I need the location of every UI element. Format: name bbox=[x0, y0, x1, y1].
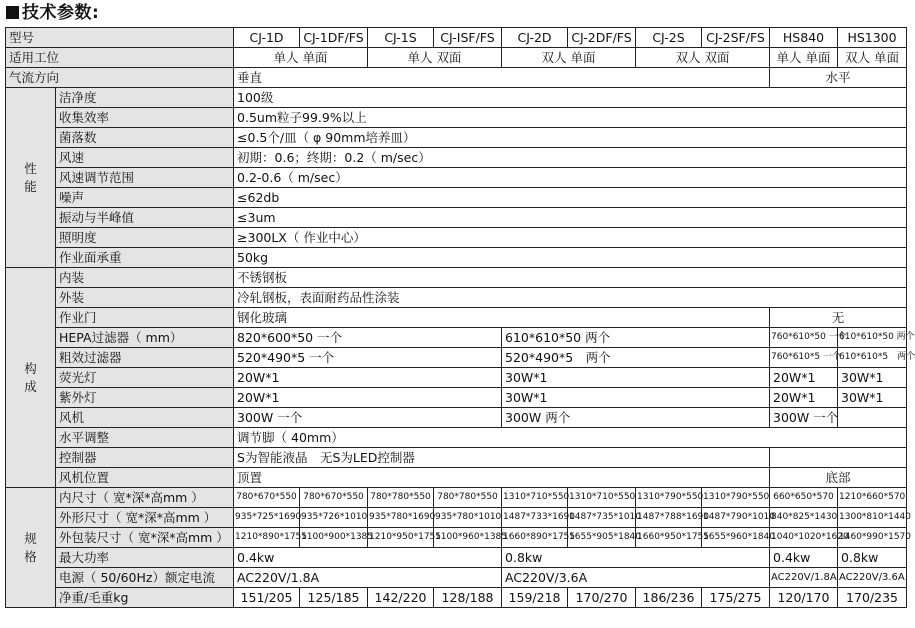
value-cell: 0.2-0.6（ m/sec） bbox=[234, 168, 907, 188]
value-cell: 20W*1 bbox=[234, 368, 502, 388]
value-cell: 1210*660*570 bbox=[838, 488, 907, 508]
row-label: 净重/毛重kg bbox=[56, 588, 234, 608]
value-cell: 1310*710*550 bbox=[568, 488, 636, 508]
value-cell: 660*650*570 bbox=[770, 488, 838, 508]
section-label-specs: 规格 bbox=[6, 488, 56, 608]
value-cell: 760*610*50 一个 bbox=[770, 328, 838, 348]
value-cell: 159/218 bbox=[502, 588, 568, 608]
value-cell: 双人 单面 bbox=[502, 48, 636, 68]
value-cell: 120/170 bbox=[770, 588, 838, 608]
perf-row bbox=[6, 128, 907, 148]
perf-row bbox=[6, 148, 907, 168]
value-cell: 无 bbox=[770, 308, 907, 328]
value-cell: 调节脚（ 40mm） bbox=[234, 428, 907, 448]
construction-row bbox=[6, 348, 907, 368]
value-cell: 单人 双面 bbox=[368, 48, 502, 68]
row-label: 作业门 bbox=[56, 308, 234, 328]
value-cell: 双人 双面 bbox=[636, 48, 770, 68]
row-label: 收集效率 bbox=[56, 108, 234, 128]
model-cell: CJ-1S bbox=[368, 28, 434, 48]
spec-row bbox=[6, 508, 907, 528]
value-cell: 935*726*1010 bbox=[300, 508, 368, 528]
value-cell: 底部 bbox=[770, 468, 907, 488]
value-cell bbox=[838, 408, 907, 428]
row-label: 电源（ 50/60Hz）额定电流 bbox=[56, 568, 234, 588]
row-label: 照明度 bbox=[56, 228, 234, 248]
value-cell: 0.4kw bbox=[234, 548, 502, 568]
row-label: 紫外灯 bbox=[56, 388, 234, 408]
value-cell: 780*670*550 bbox=[300, 488, 368, 508]
value-cell: 0.8kw bbox=[838, 548, 907, 568]
perf-row bbox=[6, 208, 907, 228]
value-cell: ≤62db bbox=[234, 188, 907, 208]
value-cell: 151/205 bbox=[234, 588, 300, 608]
row-label: 风机位置 bbox=[56, 468, 234, 488]
row-label: 噪声 bbox=[56, 188, 234, 208]
value-cell: 142/220 bbox=[368, 588, 434, 608]
header-row bbox=[6, 28, 907, 48]
square-bullet-icon bbox=[6, 6, 19, 19]
perf-row bbox=[6, 108, 907, 128]
construction-row bbox=[6, 288, 907, 308]
value-cell: 1487*733*1690 bbox=[502, 508, 568, 528]
row-label: 水平调整 bbox=[56, 428, 234, 448]
value-cell: 170/235 bbox=[838, 588, 907, 608]
row-label: 内尺寸（ 宽*深*高mm ） bbox=[56, 488, 234, 508]
perf-row bbox=[6, 88, 907, 108]
construction-row bbox=[6, 388, 907, 408]
model-cell: CJ-2SF/FS bbox=[702, 28, 770, 48]
value-cell: 30W*1 bbox=[502, 388, 770, 408]
row-label: 气流方向 bbox=[6, 68, 234, 88]
model-cell: CJ-2S bbox=[636, 28, 702, 48]
row-label: 菌落数 bbox=[56, 128, 234, 148]
construction-row bbox=[6, 308, 907, 328]
value-cell: 1100*960*1385 bbox=[434, 528, 502, 548]
value-cell: 钢化玻璃 bbox=[234, 308, 770, 328]
value-cell: 300W 一个 bbox=[770, 408, 838, 428]
value-cell: 760*610*5 一个 bbox=[770, 348, 838, 368]
value-cell: 100级 bbox=[234, 88, 907, 108]
value-cell: 0.5um粒子99.9%以上 bbox=[234, 108, 907, 128]
construction-row bbox=[6, 408, 907, 428]
row-label: 外包装尺寸（ 宽*深*高mm ） bbox=[56, 528, 234, 548]
value-cell: 300W 一个 bbox=[234, 408, 502, 428]
value-cell: 单人 单面 bbox=[234, 48, 368, 68]
row-label: 外装 bbox=[56, 288, 234, 308]
model-cell: CJ-ISF/FS bbox=[434, 28, 502, 48]
value-cell: S为智能液晶 无S为LED控制器 bbox=[234, 448, 770, 468]
value-cell: AC220V/3.6A bbox=[838, 568, 907, 588]
value-cell: 186/236 bbox=[636, 588, 702, 608]
value-cell: 820*600*50 一个 bbox=[234, 328, 502, 348]
row-label: 内装 bbox=[56, 268, 234, 288]
value-cell: 0.4kw bbox=[770, 548, 838, 568]
construction-row bbox=[6, 368, 907, 388]
value-cell: 1300*810*1440 bbox=[838, 508, 907, 528]
value-cell bbox=[770, 448, 907, 468]
row-label: 控制器 bbox=[56, 448, 234, 468]
value-cell: AC220V/1.8A bbox=[234, 568, 502, 588]
value-cell: 125/185 bbox=[300, 588, 368, 608]
value-cell: 20W*1 bbox=[234, 388, 502, 408]
spec-row bbox=[6, 488, 907, 508]
section-title: 技术参数: bbox=[6, 2, 99, 24]
row-label: 外形尺寸（ 宽*深*高mm ） bbox=[56, 508, 234, 528]
value-cell: ≤0.5个/皿（ φ 90mm培养皿） bbox=[234, 128, 907, 148]
value-cell: 1210*950*1755 bbox=[368, 528, 434, 548]
perf-row bbox=[6, 188, 907, 208]
value-cell: 935*780*1690 bbox=[368, 508, 434, 528]
construction-row bbox=[6, 448, 907, 468]
value-cell: 780*670*550 bbox=[234, 488, 300, 508]
workstation-row bbox=[6, 48, 907, 68]
model-cell: CJ-1D bbox=[234, 28, 300, 48]
value-cell: 冷轧钢板，表面耐药品性涂装 bbox=[234, 288, 907, 308]
value-cell: 1310*790*550 bbox=[636, 488, 702, 508]
value-cell: 520*490*5 一个 bbox=[234, 348, 502, 368]
value-cell: AC220V/1.8A bbox=[770, 568, 838, 588]
perf-row bbox=[6, 248, 907, 268]
construction-row bbox=[6, 468, 907, 488]
row-label: 洁净度 bbox=[56, 88, 234, 108]
model-cell: CJ-2D bbox=[502, 28, 568, 48]
row-label: HEPA过滤器（ mm） bbox=[56, 328, 234, 348]
model-cell: HS1300 bbox=[838, 28, 907, 48]
construction-row bbox=[6, 328, 907, 348]
model-label: 型号 bbox=[6, 28, 234, 48]
value-cell: 1310*790*550 bbox=[702, 488, 770, 508]
value-cell: 935*780*1010 bbox=[434, 508, 502, 528]
value-cell: ≥300LX（ 作业中心） bbox=[234, 228, 907, 248]
value-cell: 1310*710*550 bbox=[502, 488, 568, 508]
value-cell: 1100*900*1385 bbox=[300, 528, 368, 548]
value-cell: 单人 单面 bbox=[770, 48, 838, 68]
value-cell: 935*725*1690 bbox=[234, 508, 300, 528]
value-cell: 不锈钢板 bbox=[234, 268, 907, 288]
spec-row bbox=[6, 588, 907, 608]
section-label-performance: 性能 bbox=[6, 88, 56, 268]
value-cell: 1487*735*1010 bbox=[568, 508, 636, 528]
value-cell: 1655*960*1840 bbox=[702, 528, 770, 548]
value-cell: 30W*1 bbox=[838, 388, 907, 408]
construction-row bbox=[6, 268, 907, 288]
value-cell: 20W*1 bbox=[770, 368, 838, 388]
row-label: 荧光灯 bbox=[56, 368, 234, 388]
value-cell: 0.8kw bbox=[502, 548, 770, 568]
row-label: 作业面承重 bbox=[56, 248, 234, 268]
spec-row bbox=[6, 568, 907, 588]
perf-row bbox=[6, 228, 907, 248]
value-cell: 128/188 bbox=[434, 588, 502, 608]
row-label: 风机 bbox=[56, 408, 234, 428]
airflow-row bbox=[6, 68, 907, 88]
value-cell: 30W*1 bbox=[502, 368, 770, 388]
value-cell: AC220V/3.6A bbox=[502, 568, 770, 588]
spec-row bbox=[6, 548, 907, 568]
perf-row bbox=[6, 168, 907, 188]
model-cell: HS840 bbox=[770, 28, 838, 48]
value-cell: 780*780*550 bbox=[434, 488, 502, 508]
section-label-construction: 构成 bbox=[6, 268, 56, 488]
value-cell: 水平 bbox=[770, 68, 907, 88]
value-cell: 初期：0.6；终期：0.2（ m/sec） bbox=[234, 148, 907, 168]
value-cell: 顶置 bbox=[234, 468, 770, 488]
row-label: 风速调节范围 bbox=[56, 168, 234, 188]
value-cell: 610*610*50 两个 bbox=[502, 328, 770, 348]
value-cell: 300W 两个 bbox=[502, 408, 770, 428]
row-label: 适用工位 bbox=[6, 48, 234, 68]
value-cell: 50kg bbox=[234, 248, 907, 268]
value-cell: 1660*950*1755 bbox=[636, 528, 702, 548]
value-cell: 垂直 bbox=[234, 68, 770, 88]
model-cell: CJ-1DF/FS bbox=[300, 28, 368, 48]
value-cell: 175/275 bbox=[702, 588, 770, 608]
value-cell: 20W*1 bbox=[770, 388, 838, 408]
row-label: 最大功率 bbox=[56, 548, 234, 568]
value-cell: 1655*905*1840 bbox=[568, 528, 636, 548]
value-cell: ≤3um bbox=[234, 208, 907, 228]
value-cell: 1660*890*1755 bbox=[502, 528, 568, 548]
value-cell: 780*780*550 bbox=[368, 488, 434, 508]
row-label: 粗效过滤器 bbox=[56, 348, 234, 368]
spec-row bbox=[6, 528, 907, 548]
value-cell: 1487*788*1690 bbox=[636, 508, 702, 528]
value-cell: 30W*1 bbox=[838, 368, 907, 388]
value-cell: 1210*890*1755 bbox=[234, 528, 300, 548]
value-cell: 610*610*50 两个 bbox=[838, 328, 907, 348]
row-label: 风速 bbox=[56, 148, 234, 168]
value-cell: 610*610*5 两个 bbox=[838, 348, 907, 368]
value-cell: 1040*1020*1620 bbox=[770, 528, 838, 548]
value-cell: 1487*790*1010 bbox=[702, 508, 770, 528]
value-cell: 840*825*1430 bbox=[770, 508, 838, 528]
value-cell: 170/270 bbox=[568, 588, 636, 608]
spec-table bbox=[5, 27, 915, 608]
construction-row bbox=[6, 428, 907, 448]
value-cell: 520*490*5 两个 bbox=[502, 348, 770, 368]
value-cell: 1460*990*1570 bbox=[838, 528, 907, 548]
row-label: 振动与半峰值 bbox=[56, 208, 234, 228]
model-cell: CJ-2DF/FS bbox=[568, 28, 636, 48]
value-cell: 双人 单面 bbox=[838, 48, 907, 68]
